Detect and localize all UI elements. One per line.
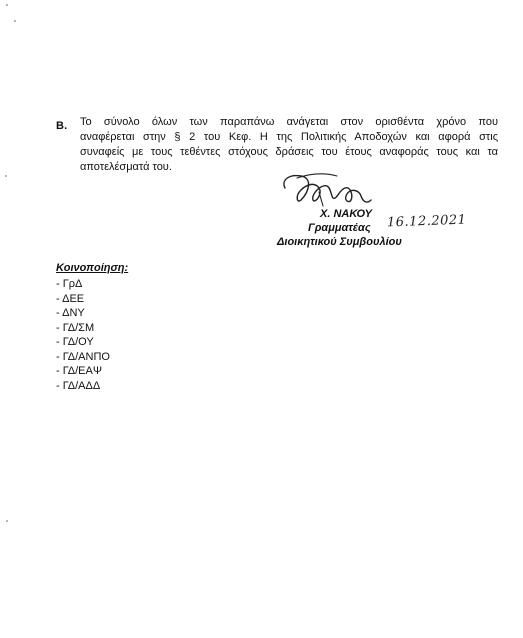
distribution-heading: Κοινοποίηση:: [56, 262, 129, 274]
distribution-list: [56, 277, 110, 393]
signatory-board: Διοικητικού Συμβουλίου: [277, 236, 402, 248]
signatory-title: Γραμματέας: [308, 222, 371, 234]
distribution-item: - ΓΔ/ΣΜ: [56, 321, 95, 334]
signatory-name: Χ. ΝΑΚΟΥ: [320, 208, 372, 220]
distribution-item: - ΓΔ/ΑΔΔ: [56, 379, 101, 392]
scan-artifact: [6, 520, 8, 522]
distribution-item: - ΓΔ/ΕΑΨ: [56, 365, 103, 377]
scan-artifact: [5, 175, 7, 177]
paragraph-line: Το σύνολο όλων των παραπάνω ανάγεται στον ορισθέντα χρόνο που: [80, 116, 498, 128]
handwritten-signature: [279, 166, 379, 214]
handwritten-date: 16.12.2021: [386, 212, 467, 231]
scan-artifact: [6, 4, 8, 6]
paragraph-line: αποτελέσματά του.: [80, 161, 172, 173]
scan-artifact: [14, 20, 16, 22]
distribution-item: - ΓρΔ: [56, 278, 83, 290]
distribution-item: - ΔΕΕ: [56, 292, 85, 305]
distribution-item: - ΓΔ/ΑΝΠΟ: [56, 350, 110, 363]
distribution-item: - ΓΔ/ΟΥ: [56, 336, 94, 348]
paragraph-line: αναφέρεται στην § 2 του Κεφ. Η της Πολιτικής Αποδοχών και αφορά στις: [80, 131, 498, 143]
distribution-item: - ΔΝΥ: [56, 307, 85, 319]
paragraph-line: συναφείς με τους τεθέντες στόχους δράσεις του έτους αναφοράς τους και τα: [80, 146, 498, 158]
paragraph-marker: B.: [56, 120, 68, 132]
